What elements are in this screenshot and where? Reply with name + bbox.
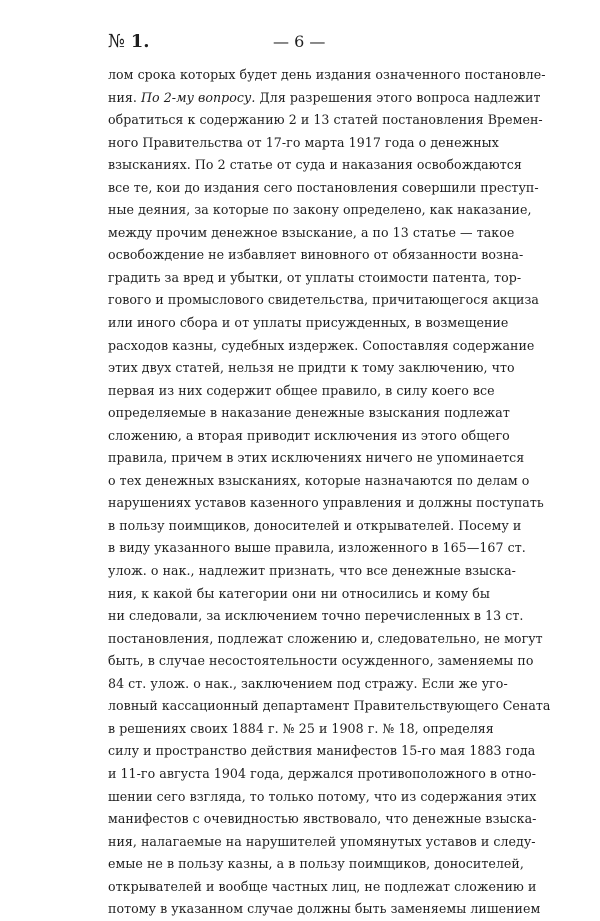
text-line: между прочим денежное взыскание, а по 13 статье — такое	[108, 224, 515, 240]
text-line: о тех денежных взысканиях, которые назначаются по делам о	[108, 472, 530, 488]
text-line: в виду указанного выше правила, изложенного в 165—167 ст.	[108, 540, 526, 556]
text-line: лом срока которых будет день издания означенного постановле-	[108, 67, 546, 82]
text-line: манифестов с очевидностью явствовало, что денежные взыска-	[108, 811, 537, 827]
text-line: шении сего взгляда, то только потому, что из содержания этих	[108, 788, 537, 804]
text-line-start: ния.	[108, 89, 137, 105]
text-line: определяемые в наказание денежные взыскания подлежат	[108, 405, 510, 421]
text-line: потому в указанном случае должны быть заменяемы лишением	[108, 901, 541, 917]
text-line: или иного сбора и от уплаты присужденных, в возмещение	[108, 315, 509, 331]
text-line: емые не в пользу казны, а в пользу поимщиков, доносителей,	[108, 856, 524, 872]
body-text	[108, 64, 551, 921]
text-line: открывателей и вообще частных лиц, не подлежат сложению и	[108, 878, 537, 894]
page-header	[108, 30, 490, 54]
text-line: сложению, а вторая приводит исключения из этого общего	[108, 427, 510, 443]
text-line: ного Правительства от 17-го марта 1917 года о денежных	[108, 134, 499, 150]
text-line: правила, причем в этих исключениях ничего не упоминается	[108, 450, 525, 466]
text-line: ния, к какой бы категории они ни относились и кому бы	[108, 585, 490, 601]
text-line: нарушениях уставов казенного управления и должны поступать	[108, 495, 544, 511]
text-line-with-italic	[108, 87, 541, 110]
text-line: освобождение не избавляет виновного от обязанности возна-	[108, 247, 524, 263]
text-line: расходов казны, судебных издержек. Сопоставляя содержание	[108, 337, 535, 353]
text-line: в решениях своих 1884 г. № 25 и 1908 г. № 18, определяя	[108, 720, 494, 736]
text-line: ния, налагаемые на нарушителей упомянутых уставов и следу-	[108, 833, 536, 849]
text-line: силу и пространство действия манифестов 15-го мая 1883 года	[108, 743, 536, 759]
text-line: ни следовали, за исключением точно перечисленных в 13 ст.	[108, 608, 524, 624]
text-line: ловный кассационный департамент Правительствующего Сената	[108, 698, 551, 714]
text-line: улож. о нак., надлежит признать, что все денежные взыска-	[108, 563, 516, 579]
text-line: обратиться к содержанию 2 и 13 статей постановления Времен-	[108, 112, 543, 128]
text-line: этих двух статей, нельзя не придти к тому заключению, что	[108, 360, 515, 376]
text-line: гового и промыслового свидетельства, причитающегося акциза	[108, 292, 539, 308]
text-line: первая из них содержит общее правило, в силу коего все	[108, 382, 495, 398]
issue-number	[108, 30, 150, 54]
text-line-end: Для разрешения этого вопроса надлежит	[259, 89, 541, 105]
issue-number-value: 1.	[130, 31, 150, 52]
text-line: в пользу поимщиков, доносителей и открывателей. Посему и	[108, 517, 522, 533]
text-line: 84 ст. улож. о нак., заключением под стражу. Если же уго-	[108, 675, 508, 691]
text-line: взысканиях. По 2 статье от суда и наказания освобождаются	[108, 157, 522, 173]
text-line: и 11-го августа 1904 года, держался противоположного в отно-	[108, 765, 537, 781]
text-line: градить за вред и убытки, от уплаты стоимости патента, тор-	[108, 269, 522, 285]
italic-heading: По 2-му вопросу.	[141, 89, 256, 105]
text-line: постановления, подлежат сложению и, следовательно, не могут	[108, 630, 543, 646]
issue-sign: №	[108, 31, 126, 52]
text-line: быть, в случае несостоятельности осужденного, заменяемы по	[108, 653, 534, 669]
text-line: все те, кои до издания сего постановления совершили преступ-	[108, 179, 539, 195]
page-number: — 6 —	[273, 32, 326, 51]
text-line: ные деяния, за которые по закону определено, как наказание,	[108, 202, 532, 218]
